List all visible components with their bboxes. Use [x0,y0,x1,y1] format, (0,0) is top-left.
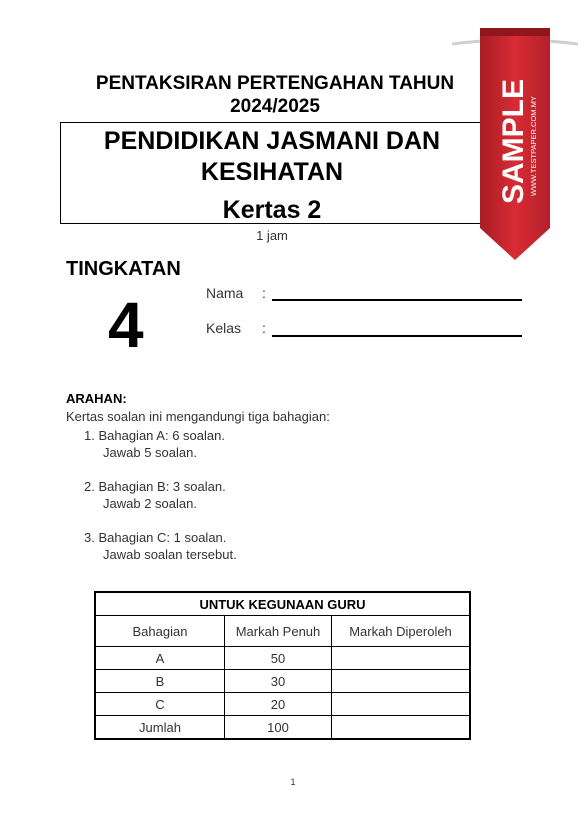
column-header-marks-obtained: Markah Diperoleh [332,616,471,647]
table-row [95,647,470,670]
form-number: 4 [108,289,144,361]
exam-title [60,72,490,118]
full-marks-cell: 20 [225,693,332,716]
instructions-heading: ARAHAN: [66,391,127,406]
form-label: TINGKATAN [66,258,181,280]
instruction-line1: Bahagian C: 1 soalan. [98,530,227,545]
instruction-num: 2. [84,479,95,494]
paper-title: Kertas 2 [222,196,322,224]
instruction-line1: Bahagian A: 6 soalan. [98,428,225,443]
subject-line1: PENDIDIKAN JASMANI DAN [103,127,441,155]
name-separator: : [262,285,266,301]
marks-obtained-cell[interactable] [332,716,471,740]
instruction-line2: Jawab soalan tersebut. [103,547,237,562]
instructions-intro: Kertas soalan ini mengandungi tiga bahagian: [66,409,330,424]
instruction-item [84,529,237,563]
ribbon-label: SAMPLE [497,78,530,204]
section-cell: C [95,693,225,716]
instruction-item [84,427,225,461]
marks-obtained-cell[interactable] [332,647,471,670]
marks-obtained-cell[interactable] [332,670,471,693]
instruction-num: 1. [84,428,95,443]
class-label: Kelas [206,320,242,336]
class-field[interactable] [272,335,522,337]
table-row [95,716,470,740]
exam-year: 2024/2025 [230,96,320,117]
table-title: UNTUK KEGUNAAN GURU [95,592,470,616]
section-cell: A [95,647,225,670]
instruction-line1: Bahagian B: 3 soalan. [98,479,226,494]
exam-title-line1: PENTAKSIRAN PERTENGAHAN TAHUN [95,73,455,94]
instruction-item [84,478,226,512]
full-marks-cell: 30 [225,670,332,693]
marks-obtained-cell[interactable] [332,693,471,716]
section-cell: Jumlah [95,716,225,740]
column-header-section: Bahagian [95,616,225,647]
full-marks-cell: 50 [225,647,332,670]
sample-ribbon [452,22,582,264]
teacher-use-table [94,591,471,740]
duration: 1 jam [256,228,288,243]
name-label: Nama [206,285,244,301]
table-row [95,670,470,693]
subject-line2: KESIHATAN [200,158,344,186]
full-marks-cell: 100 [225,716,332,740]
instruction-line2: Jawab 2 soalan. [103,496,197,511]
page-number: 1 [290,777,296,787]
ribbon-site: WWW.TESTPAPER.COM.MY [529,96,538,196]
class-separator: : [262,320,266,336]
instruction-num: 3. [84,530,95,545]
table-row [95,693,470,716]
column-header-full-marks: Markah Penuh [225,616,332,647]
instruction-line2: Jawab 5 soalan. [103,445,197,460]
ribbon-top-fold [480,28,550,36]
section-cell: B [95,670,225,693]
name-field[interactable] [272,299,522,301]
subject-title [60,126,484,188]
